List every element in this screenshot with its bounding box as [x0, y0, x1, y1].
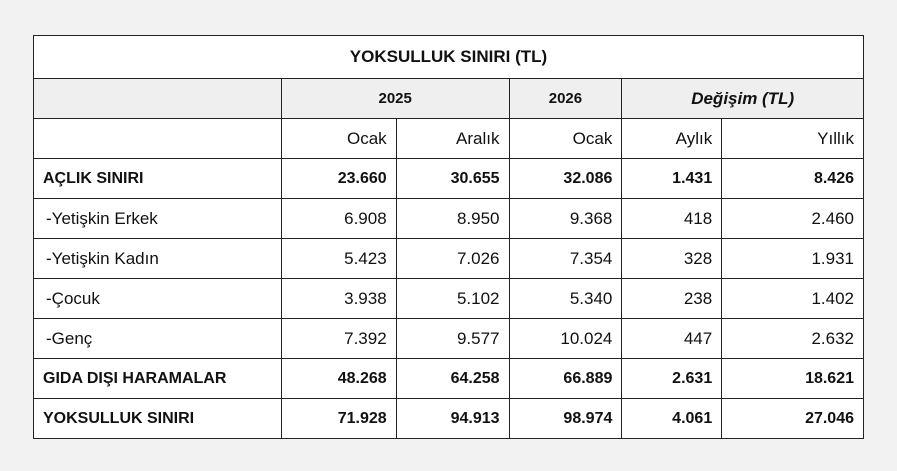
cell-yillik: 1.931 [722, 239, 864, 279]
cell-ocak-2026: 32.086 [509, 159, 622, 199]
cell-yillik: 1.402 [722, 279, 864, 319]
cell-yillik: 8.426 [722, 159, 864, 199]
cell-yillik: 2.460 [722, 199, 864, 239]
year-2026-header: 2026 [509, 79, 622, 119]
year-header-row [34, 79, 864, 119]
table-row-yetiskin-erkek [34, 199, 864, 239]
cell-aylik: 2.631 [622, 359, 722, 399]
change-header: Değişim (TL) [622, 79, 864, 119]
table-row-genc [34, 319, 864, 359]
cell-aralik-2025: 8.950 [396, 199, 509, 239]
cell-ocak-2025: 71.928 [281, 399, 396, 439]
cell-aralik-2025: 64.258 [396, 359, 509, 399]
empty-header-cell [34, 119, 282, 159]
cell-yillik: 27.046 [722, 399, 864, 439]
row-label: YOKSULLUK SINIRI [34, 399, 282, 439]
cell-ocak-2026: 10.024 [509, 319, 622, 359]
title-row [34, 36, 864, 79]
col-aylik: Aylık [622, 119, 722, 159]
table-row-cocuk [34, 279, 864, 319]
row-label: -Yetişkin Erkek [34, 199, 282, 239]
col-ocak-2026: Ocak [509, 119, 622, 159]
cell-ocak-2026: 66.889 [509, 359, 622, 399]
cell-ocak-2026: 9.368 [509, 199, 622, 239]
row-label: -Çocuk [34, 279, 282, 319]
cell-ocak-2025: 3.938 [281, 279, 396, 319]
cell-aralik-2025: 30.655 [396, 159, 509, 199]
empty-header-cell [34, 79, 282, 119]
table-row-gida-disi [34, 359, 864, 399]
cell-yillik: 18.621 [722, 359, 864, 399]
table-title: YOKSULLUK SINIRI (TL) [34, 36, 864, 79]
month-header-row [34, 119, 864, 159]
col-yillik: Yıllık [722, 119, 864, 159]
cell-aylik: 238 [622, 279, 722, 319]
cell-aylik: 4.061 [622, 399, 722, 439]
cell-aylik: 418 [622, 199, 722, 239]
cell-aylik: 1.431 [622, 159, 722, 199]
col-ocak-2025: Ocak [281, 119, 396, 159]
row-label: GIDA DIŞI HARAMALAR [34, 359, 282, 399]
cell-ocak-2026: 98.974 [509, 399, 622, 439]
cell-ocak-2025: 23.660 [281, 159, 396, 199]
cell-ocak-2026: 7.354 [509, 239, 622, 279]
row-label: -Genç [34, 319, 282, 359]
cell-aralik-2025: 7.026 [396, 239, 509, 279]
cell-aralik-2025: 5.102 [396, 279, 509, 319]
row-label: AÇLIK SINIRI [34, 159, 282, 199]
cell-ocak-2025: 7.392 [281, 319, 396, 359]
cell-ocak-2025: 48.268 [281, 359, 396, 399]
cell-aralik-2025: 9.577 [396, 319, 509, 359]
table-row-aclik-siniri [34, 159, 864, 199]
cell-aylik: 328 [622, 239, 722, 279]
cell-ocak-2025: 6.908 [281, 199, 396, 239]
table-row-yetiskin-kadin [34, 239, 864, 279]
poverty-line-table [33, 35, 864, 439]
table-row-yoksulluk-siniri [34, 399, 864, 439]
row-label: -Yetişkin Kadın [34, 239, 282, 279]
cell-aralik-2025: 94.913 [396, 399, 509, 439]
year-2025-header: 2025 [281, 79, 509, 119]
cell-ocak-2025: 5.423 [281, 239, 396, 279]
cell-ocak-2026: 5.340 [509, 279, 622, 319]
col-aralik-2025: Aralık [396, 119, 509, 159]
cell-yillik: 2.632 [722, 319, 864, 359]
cell-aylik: 447 [622, 319, 722, 359]
